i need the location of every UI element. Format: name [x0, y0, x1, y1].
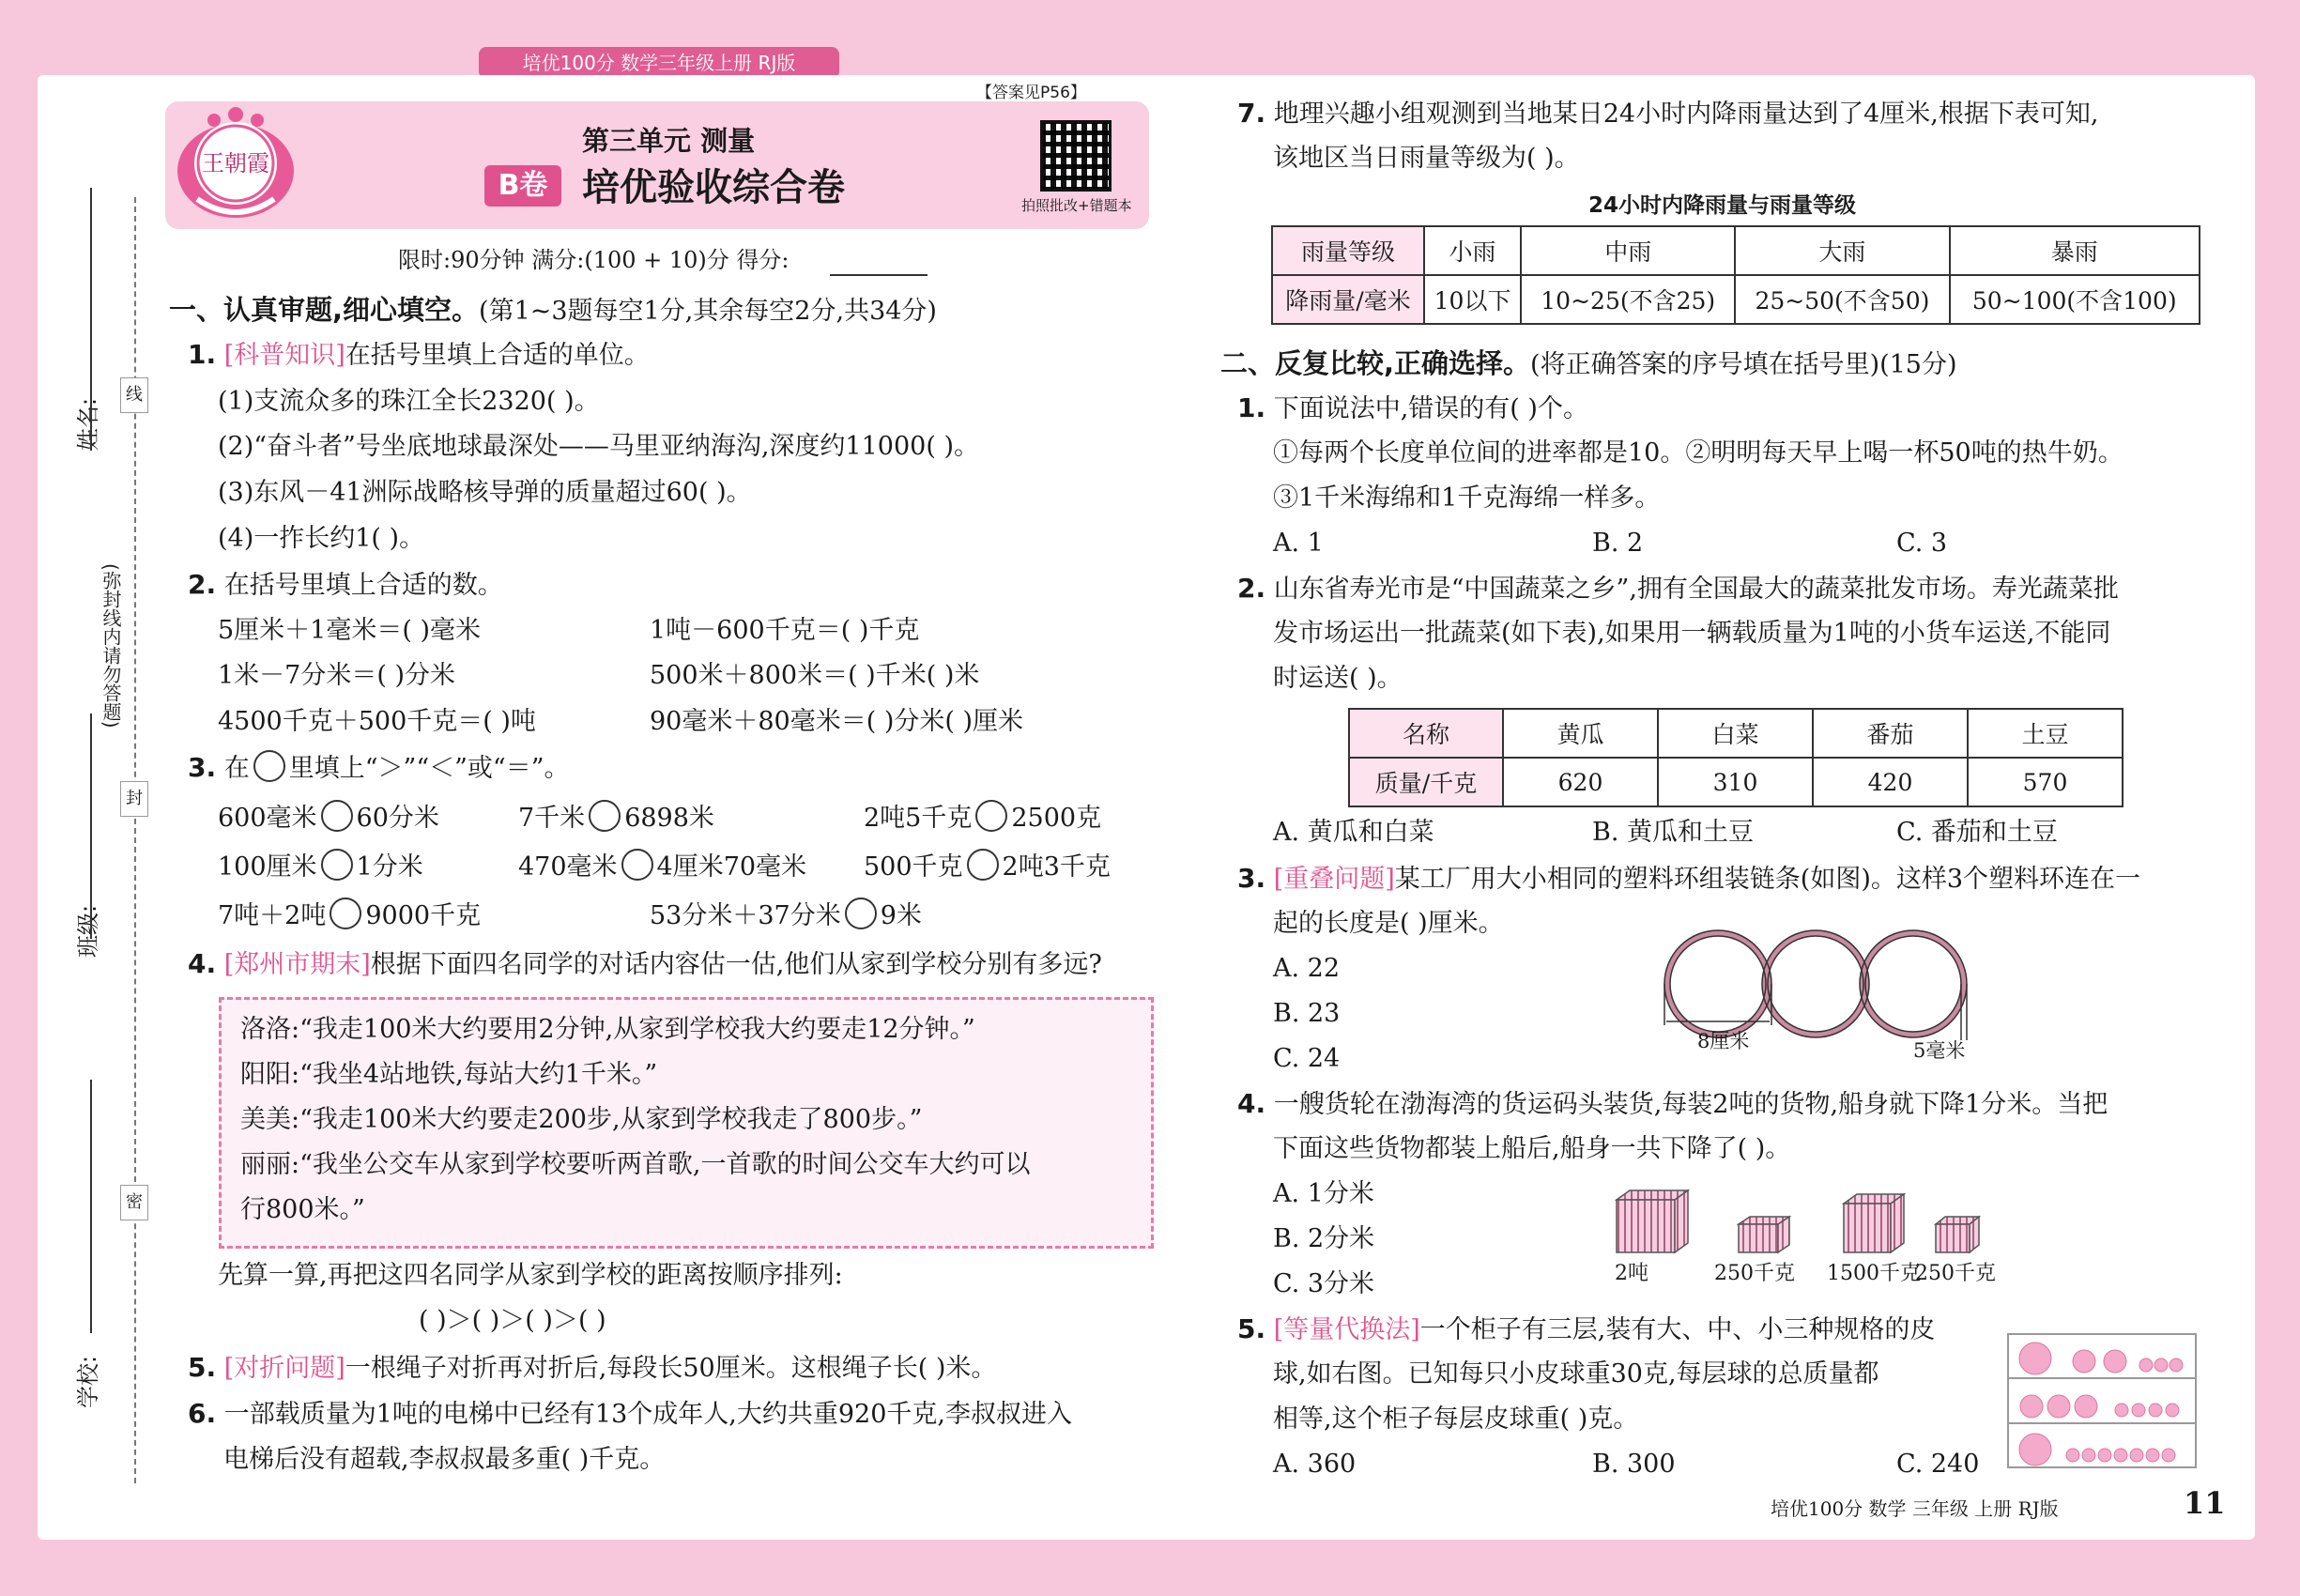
cargo-label: 2吨	[1615, 1262, 1648, 1285]
answer-circle[interactable]	[321, 800, 353, 832]
option[interactable]: A. 360	[1273, 1450, 1357, 1479]
option[interactable]: A. 黄瓜和白菜	[1273, 818, 1434, 847]
q1-item: (3)东风－41洲际战略核导弹的质量超过60( )。	[218, 478, 752, 507]
q2-cell: 1吨－600千克＝( )千克	[650, 616, 920, 645]
class-field[interactable]	[90, 714, 92, 939]
compare-circle-icon	[253, 750, 285, 782]
ring-label-diameter: 8厘米	[1697, 1030, 1750, 1052]
q2-cell: 4500千克＋500千克＝( )吨	[218, 707, 536, 736]
vegetable-table	[1348, 708, 2124, 807]
q3-item: 53分米＋37分米 9米	[650, 898, 922, 934]
name-field[interactable]	[90, 188, 92, 451]
table-cell: 名称	[1349, 709, 1503, 758]
cargo-label: 250千克	[1714, 1262, 1795, 1285]
rainfall-table	[1271, 225, 2200, 325]
unit-title: 第三单元 测量	[582, 125, 756, 157]
q3-item: 7吨＋2吨 9000千克	[218, 898, 481, 934]
table-cell: 白菜	[1658, 709, 1813, 758]
volume-badge: B卷	[484, 165, 561, 207]
option[interactable]: B. 2分米	[1273, 1224, 1375, 1253]
header-banner: 培优100分 数学三年级上册 RJ版	[479, 47, 839, 79]
s2q3: 3. [重叠问题]某工厂用大小相同的塑料环组装链条(如图)。这样3个塑料环连在一	[1237, 863, 2141, 894]
option[interactable]: A. 1分米	[1273, 1179, 1374, 1208]
q1: 1. [科普知识]在括号里填上合适的单位。	[188, 339, 650, 370]
s2q3-line2: 起的长度是( )厘米。	[1273, 909, 1504, 938]
answer-circle[interactable]	[967, 849, 999, 881]
q5: 5. [对折问题]一根绳子对折再对折后,每段长50厘米。这根绳子长( )米。	[188, 1352, 997, 1383]
table-cell: 降雨量/毫米	[1272, 275, 1424, 324]
dialog-line: 丽丽:“我坐公交车从家到学校要听两首歌,一首歌的时间公交车大约可以	[240, 1150, 1031, 1179]
answer-circle[interactable]	[975, 800, 1007, 832]
q3-item: 500千克 2吨3千克	[864, 849, 1111, 885]
q3-item: 600毫米 60分米	[218, 800, 439, 836]
table-cell: 大雨	[1735, 226, 1949, 275]
school-field[interactable]	[90, 1080, 92, 1333]
table-cell: 小雨	[1424, 226, 1521, 275]
s2q1-line: ①每两个长度单位间的进率都是10。②明明每天早上喝一杯50吨的热牛奶。	[1273, 438, 2124, 468]
s2q4: 4. 一艘货轮在渤海湾的货运码头装货,每装2吨的货物,船身就下降1分米。当把	[1237, 1088, 2108, 1119]
q6-line2: 电梯后没有超载,李叔叔最多重( )千克。	[223, 1445, 666, 1474]
ring-chain-figure	[1654, 928, 1977, 1062]
answer-circle[interactable]	[330, 898, 361, 929]
dialog-line: 美美:“我走100米大约要走200步,从家到学校我走了800步。”	[240, 1105, 923, 1134]
q4-order: ( )＞( )＞( )＞( )	[419, 1306, 606, 1335]
table-cell: 10以下	[1424, 275, 1521, 324]
section2-heading: 二、反复比较,正确选择。(将正确答案的序号填在括号里)(15分)	[1220, 347, 1957, 379]
table-cell: 番茄	[1813, 709, 1968, 758]
s2q1-line: ③1千米海绵和1千克海绵一样多。	[1273, 483, 1661, 513]
q2-cell: 1米－7分米＝( )分米	[218, 661, 456, 690]
table-cell: 中雨	[1521, 226, 1735, 275]
table-cell: 420	[1813, 758, 1968, 806]
q1-item: (4)一拃长约1( )。	[218, 524, 425, 553]
s2q1: 1. 下面说法中,错误的有( )个。	[1237, 392, 1588, 423]
q2-cell: 5厘米＋1毫米＝( )毫米	[218, 616, 482, 645]
s2q2: 2. 山东省寿光市是“中国蔬菜之乡”,拥有全国最大的蔬菜批发市场。寿光蔬菜批	[1237, 573, 2119, 604]
class-label: 班级:	[75, 904, 101, 958]
cargo-figure	[1611, 1185, 1996, 1288]
exam-info: 限时:90分钟 满分:(100 + 10)分 得分:	[398, 247, 790, 273]
answer-circle[interactable]	[321, 849, 353, 881]
dialog-line: 行800米。”	[240, 1195, 365, 1224]
school-label: 学校:	[75, 1355, 101, 1408]
option[interactable]: B. 23	[1273, 999, 1341, 1028]
s2q2-line: 发市场运出一批蔬菜(如下表),如果用一辆载质量为1吨的小货车运送,不能同	[1273, 619, 2111, 648]
s2q5: 5. [等量代换法]一个柜子有三层,装有大、中、小三种规格的皮	[1237, 1313, 1936, 1344]
table-cell: 黄瓜	[1503, 709, 1658, 758]
section1-heading: 一、认真审题,细心填空。(第1~3题每空1分,其余每空2分,共34分)	[169, 294, 937, 326]
name-label: 姓名:	[75, 397, 101, 451]
option[interactable]: B. 300	[1592, 1450, 1676, 1479]
binding-mark-seal: 封	[120, 781, 148, 817]
binding-mark-secret: 密	[120, 1185, 148, 1220]
qr-code-icon[interactable]	[1040, 120, 1112, 192]
svg-text:王朝霞: 王朝霞	[202, 150, 269, 176]
option[interactable]: B. 2	[1592, 529, 1644, 558]
ball-shelf-figure	[2007, 1333, 2197, 1468]
page-number: 11	[2184, 1485, 2226, 1521]
paper-title: 培优验收综合卷	[582, 166, 845, 209]
ring-label-thickness: 5毫米	[1913, 1039, 1966, 1062]
table-cell: 25~50(不含50)	[1735, 275, 1949, 324]
s2q5-line: 球,如右图。已知每只小皮球重30克,每层球的总质量都	[1273, 1359, 1879, 1389]
q3: 3. 在 里填上“＞”“＜”或“＝”。	[188, 752, 570, 783]
table-cell: 570	[1968, 758, 2123, 806]
s2q2-line: 时运送( )。	[1273, 664, 1403, 693]
table-cell: 雨量等级	[1272, 226, 1424, 275]
answer-ref: 【答案见P56】	[976, 84, 1086, 102]
q3-item: 2吨5千克 2500克	[864, 800, 1101, 836]
q2: 2. 在括号里填上合适的数。	[188, 569, 503, 600]
option[interactable]: C. 240	[1896, 1450, 1980, 1479]
option[interactable]: C. 3分米	[1273, 1269, 1375, 1298]
qr-caption: 拍照批改+错题本	[1021, 197, 1132, 214]
option[interactable]: B. 黄瓜和土豆	[1592, 818, 1755, 847]
table-cell: 50~100(不含100)	[1950, 275, 2200, 324]
option[interactable]: C. 3	[1896, 529, 1948, 558]
table-cell: 620	[1503, 758, 1658, 806]
cargo-label: 250千克	[1915, 1262, 1996, 1285]
option[interactable]: C. 24	[1273, 1044, 1341, 1073]
option[interactable]: A. 1	[1273, 529, 1324, 558]
q6: 6. 一部载质量为1吨的电梯中已经有13个成年人,大约共重920千克,李叔叔进入	[188, 1398, 1072, 1429]
s2q4-line2: 下面这些货物都装上船后,船身一共下降了( )。	[1273, 1134, 1791, 1163]
s2q5-line: 相等,这个柜子每层皮球重( )克。	[1273, 1404, 1639, 1434]
option[interactable]: A. 22	[1273, 954, 1341, 983]
q2-cell: 500米＋800米＝( )千米( )米	[650, 661, 980, 690]
table-cell: 10~25(不含25)	[1521, 275, 1735, 324]
footer-info: 培优100分 数学 三年级 上册 RJ版	[1771, 1497, 2059, 1520]
cargo-label: 1500千克	[1827, 1262, 1921, 1285]
binding-mark-line: 线	[120, 377, 148, 413]
answer-circle[interactable]	[845, 898, 877, 929]
q3-item: 7千米 6898米	[518, 800, 714, 836]
binding-note: (弥封线内请勿答题)	[100, 563, 122, 729]
table-cell: 310	[1658, 758, 1813, 806]
q4-after: 先算一算,再把这四名同学从家到学校的距离按顺序排列:	[218, 1261, 843, 1290]
score-field[interactable]	[830, 274, 928, 276]
q3-item: 470毫米 4厘米70毫米	[518, 849, 806, 885]
answer-circle[interactable]	[621, 849, 653, 881]
q1-item: (1)支流众多的珠江全长2320( )。	[218, 387, 600, 416]
table-cell: 质量/千克	[1349, 758, 1503, 806]
q4: 4. [郑州市期末]根据下面四名同学的对话内容估一估,他们从家到学校分别有多远?	[188, 948, 1102, 979]
option[interactable]: C. 番茄和土豆	[1896, 818, 2058, 847]
q1-item: (2)“奋斗者”号坐底地球最深处——马里亚纳海沟,深度约11000( )。	[218, 432, 979, 461]
brand-logo	[169, 105, 302, 225]
answer-circle[interactable]	[589, 800, 621, 832]
table-cell: 暴雨	[1950, 226, 2200, 275]
table-cell: 土豆	[1968, 709, 2123, 758]
dialog-line: 阳阳:“我坐4站地铁,每站大约1千米。”	[240, 1060, 658, 1089]
q7-table-title: 24小时内降雨量与雨量等级	[1588, 193, 1857, 218]
dialog-line: 洛洛:“我走100米大约要用2分钟,从家到学校我大约要走12分钟。”	[240, 1015, 975, 1044]
q7: 7. 地理兴趣小组观测到当地某日24小时内降雨量达到了4厘米,根据下表可知,	[1237, 98, 2099, 129]
q7-line2: 该地区当日雨量等级为( )。	[1273, 144, 1580, 173]
q2-cell: 90毫米＋80毫米＝( )分米( )厘米	[650, 707, 1024, 736]
q3-item: 100厘米 1分米	[218, 849, 423, 885]
